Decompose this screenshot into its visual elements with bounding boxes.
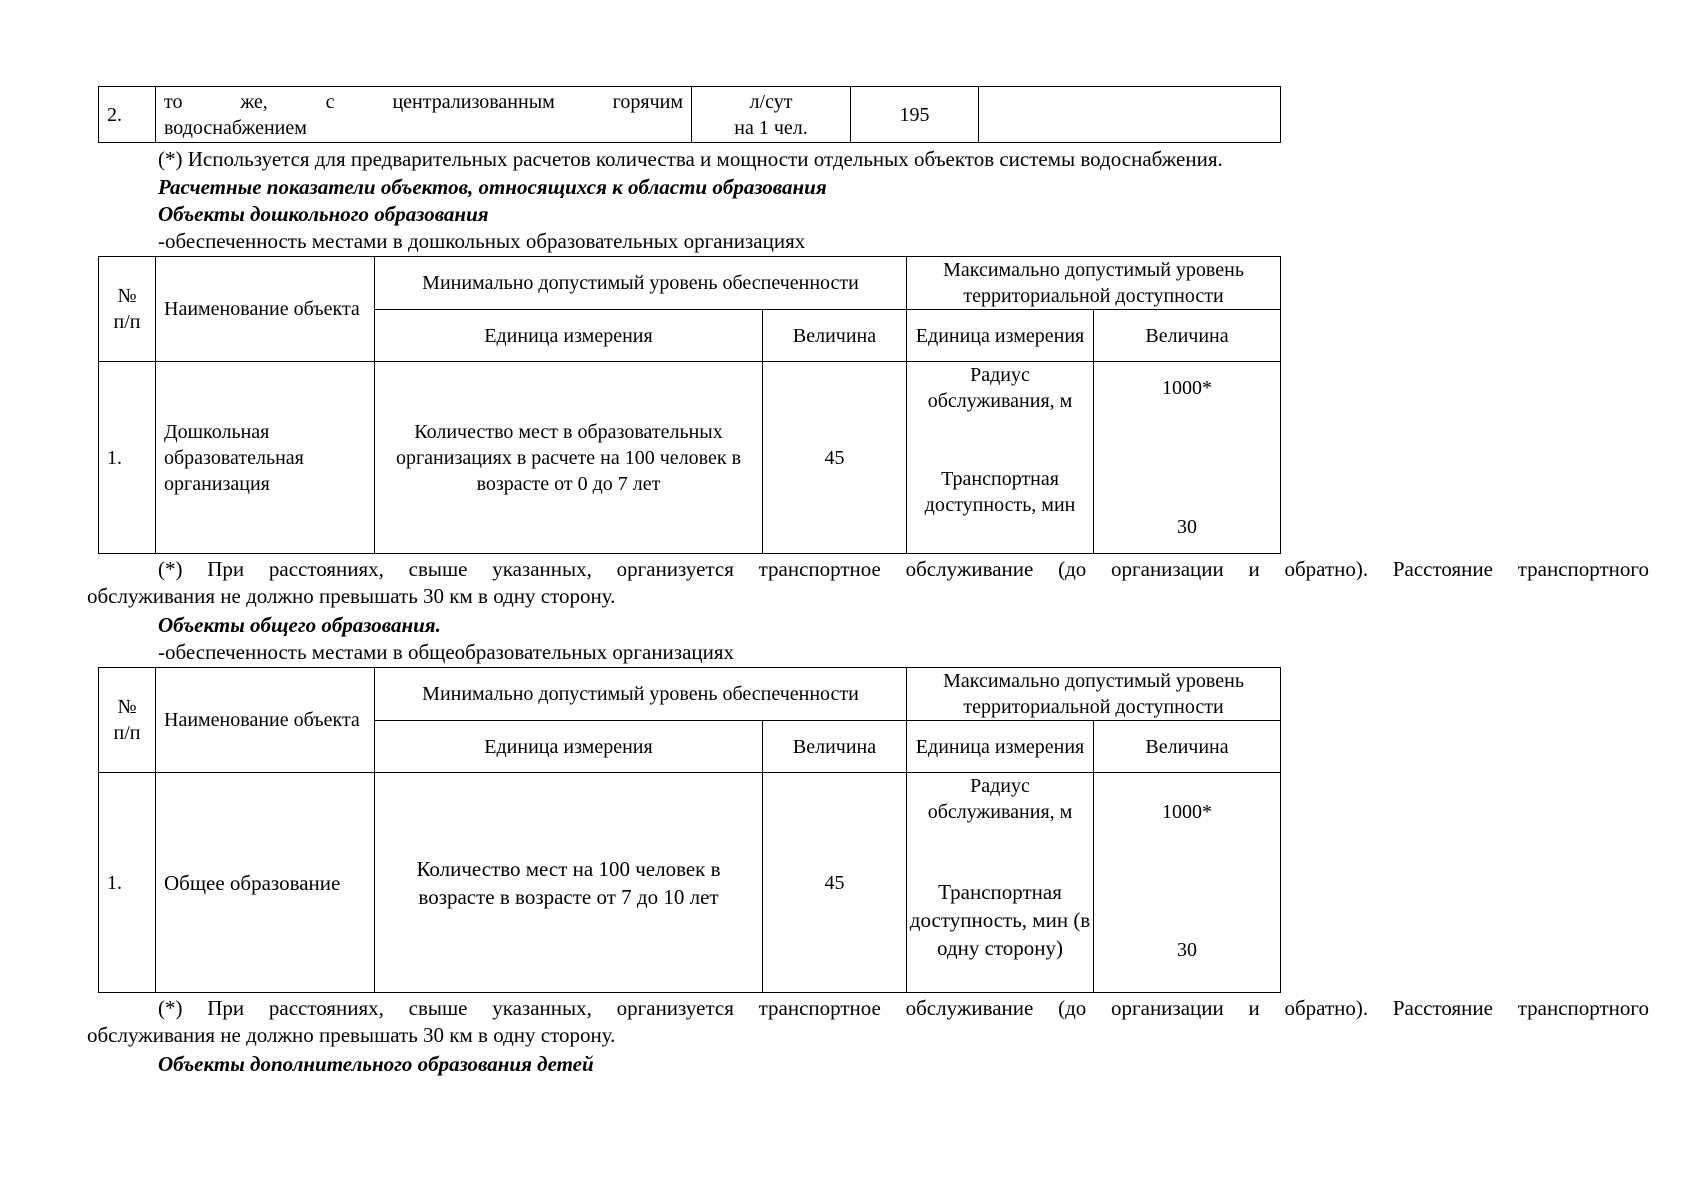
- row-unit-line2: на 1 чел.: [734, 116, 808, 139]
- row-unit: Количество мест на 100 человек в возрасте в возрасте от 7 до 10 лет: [375, 773, 763, 993]
- header-max-level: Максимально допустимый уровень территориальной доступности: [907, 257, 1281, 310]
- water-consumption-table: [98, 86, 1281, 143]
- general-intro: -обеспеченность местами в общеобразовательных организациях: [158, 640, 735, 664]
- header-value2: Величина: [1094, 310, 1281, 362]
- header-name: Наименование объекта: [156, 257, 375, 362]
- row-name-line1: то же, с централизованным горячим: [164, 90, 683, 113]
- general-note: [87, 995, 1649, 1049]
- row-access-unit: [907, 362, 1094, 554]
- header-unit2: Единица измерения: [907, 721, 1094, 773]
- general-table: [98, 667, 1281, 993]
- access-unit-transport: Транспортная доступность, мин: [924, 468, 1076, 516]
- access-value-radius: 1000*: [1162, 801, 1213, 823]
- access-value-transport: 30: [1177, 939, 1198, 961]
- row-number: 1.: [99, 773, 156, 993]
- row-name: Дошкольная образовательная организация: [156, 362, 375, 554]
- heading-general: Объекты общего образования.: [158, 613, 441, 637]
- table-header-row: [99, 257, 1281, 310]
- row-access-unit: [907, 773, 1094, 993]
- header-num: № п/п: [99, 257, 156, 362]
- row-name-line2: водоснабжением: [164, 116, 307, 139]
- access-unit-radius: Радиус обслуживания, м: [927, 364, 1073, 412]
- header-num: № п/п: [99, 668, 156, 773]
- access-unit-radius: Радиус обслуживания, м: [927, 775, 1073, 823]
- water-note: (*) Используется для предварительных расчетов количества и мощности отдельных объектов системы водоснабжения.: [158, 147, 1223, 171]
- access-unit-transport: Транспортная доступность, мин (в одну сторону): [909, 880, 1091, 960]
- preschool-table: [98, 256, 1281, 554]
- header-min-level: Минимально допустимый уровень обеспеченности: [375, 668, 907, 721]
- general-note-line2: обслуживания не должно превышать 30 км в одну сторону.: [87, 1023, 616, 1047]
- header-unit: Единица измерения: [375, 310, 763, 362]
- header-value2: Величина: [1094, 721, 1281, 773]
- access-value-radius: 1000*: [1162, 377, 1213, 399]
- preschool-note-line1: (*) При расстояниях, свыше указанных, организуется транспортное обслуживание (до организации и обратно). Расстояние транспортного: [158, 557, 1649, 581]
- row-value: 195: [851, 87, 979, 143]
- row-value: 45: [763, 362, 907, 554]
- row-name: [156, 87, 692, 143]
- table-row: [99, 362, 1281, 554]
- header-unit: Единица измерения: [375, 721, 763, 773]
- table-row: [99, 87, 1281, 143]
- row-value: 45: [763, 773, 907, 993]
- heading-preschool: Объекты дошкольного образования: [158, 202, 489, 226]
- row-name: Общее образование: [156, 773, 375, 993]
- preschool-intro: -обеспеченность местами в дошкольных образовательных организациях: [158, 229, 806, 253]
- header-max-level: Максимально допустимый уровень территориальной доступности: [907, 668, 1281, 721]
- preschool-note: [87, 556, 1649, 610]
- row-number: 1.: [99, 362, 156, 554]
- row-unit-line1: л/сут: [749, 90, 793, 113]
- header-value: Величина: [763, 310, 907, 362]
- table-header-row: [99, 668, 1281, 721]
- heading-additional: Объекты дополнительного образования детей: [158, 1052, 594, 1076]
- header-min-level: Минимально допустимый уровень обеспеченности: [375, 257, 907, 310]
- row-unit: Количество мест в образовательных организациях в расчете на 100 человек в возрасте от 0 до 7 лет: [375, 362, 763, 554]
- header-unit2: Единица измерения: [907, 310, 1094, 362]
- row-number: 2.: [99, 87, 156, 143]
- header-value: Величина: [763, 721, 907, 773]
- preschool-note-line2: обслуживания не должно превышать 30 км в одну сторону.: [87, 584, 616, 608]
- row-note: [979, 87, 1281, 143]
- heading-education: Расчетные показатели объектов, относящихся к области образования: [158, 175, 827, 199]
- row-unit: [692, 87, 851, 143]
- header-name: Наименование объекта: [156, 668, 375, 773]
- table-row: [99, 773, 1281, 993]
- row-access-value: [1094, 362, 1281, 554]
- row-access-value: [1094, 773, 1281, 993]
- access-value-transport: 30: [1177, 516, 1198, 538]
- general-note-line1: (*) При расстояниях, свыше указанных, организуется транспортное обслуживание (до организации и обратно). Расстояние транспортного: [158, 996, 1649, 1020]
